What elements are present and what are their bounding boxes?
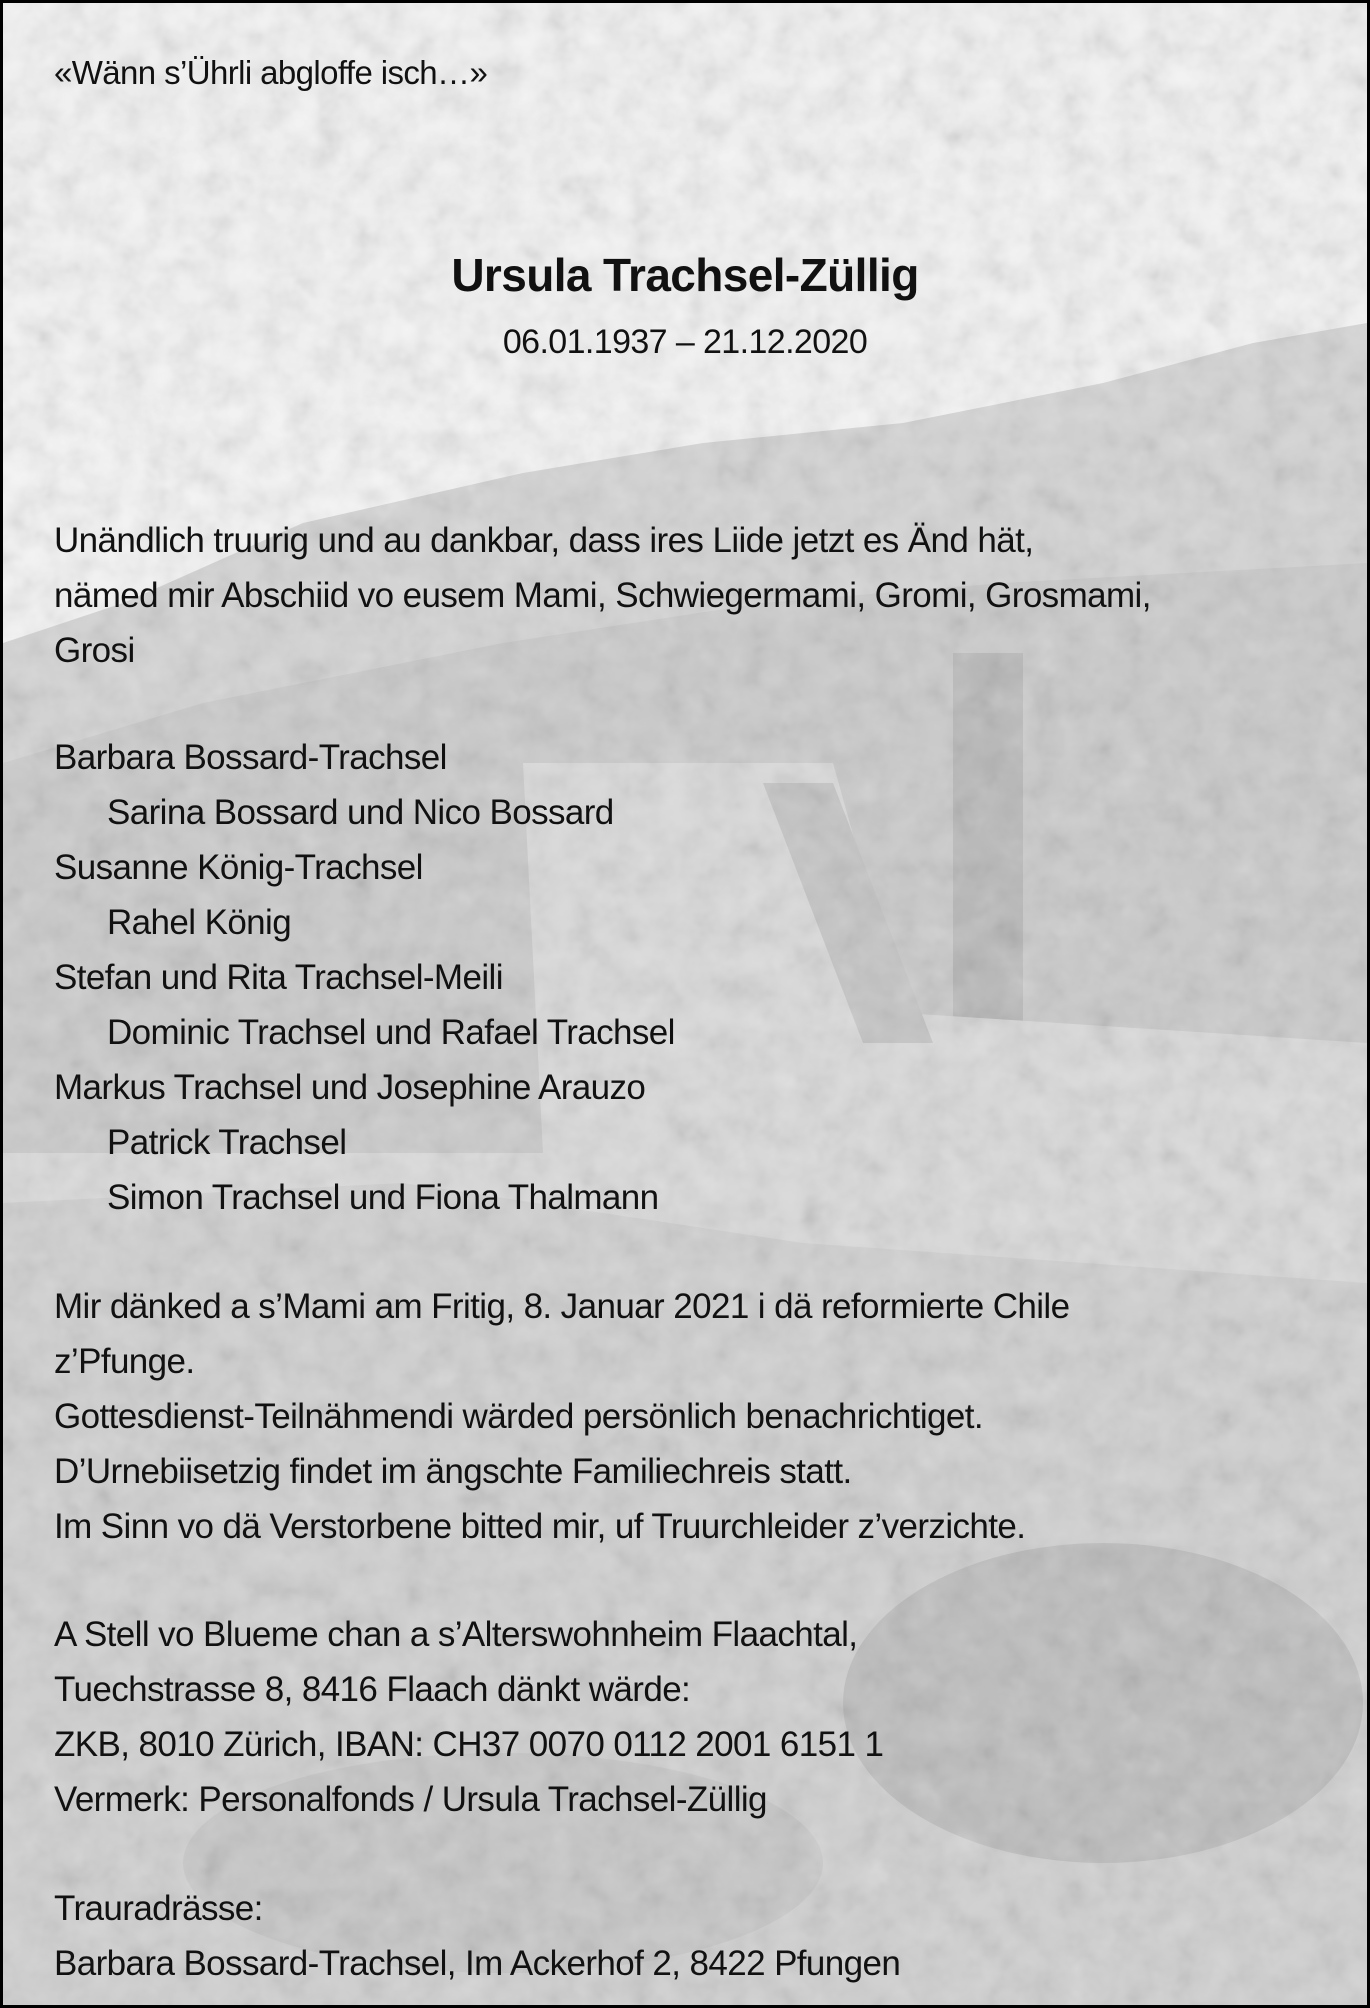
family-member: Stefan und Rita Trachsel-Meili bbox=[54, 958, 503, 997]
donation-line: A Stell vo Blueme chan a s’Alterswohnheim Flaachtal, bbox=[54, 1615, 858, 1654]
donation-line: ZKB, 8010 Zürich, IBAN: CH37 0070 0112 2001 6151 1 bbox=[54, 1725, 884, 1764]
family-member: Markus Trachsel und Josephine Arauzo bbox=[54, 1068, 646, 1107]
address-line: Barbara Bossard-Trachsel, Im Ackerhof 2, 8422 Pfungen bbox=[54, 1944, 901, 1983]
family-member: Dominic Trachsel und Rafael Trachsel bbox=[107, 1013, 675, 1052]
intro-line: Grosi bbox=[54, 631, 135, 670]
service-line: Gottesdienst-Teilnähmendi wärded persönlich benachrichtiget. bbox=[54, 1397, 983, 1436]
family-member: Simon Trachsel und Fiona Thalmann bbox=[107, 1178, 659, 1217]
mourning-address bbox=[54, 1881, 900, 1991]
intro-paragraph bbox=[54, 513, 1151, 678]
service-paragraph bbox=[54, 1279, 1069, 1554]
family-member: Rahel König bbox=[107, 903, 292, 942]
family-member: Barbara Bossard-Trachsel bbox=[54, 738, 447, 777]
donation-paragraph bbox=[54, 1607, 883, 1827]
family-member: Patrick Trachsel bbox=[107, 1123, 347, 1162]
donation-line: Tuechstrasse 8, 8416 Flaach dänkt wärde: bbox=[54, 1670, 691, 1709]
service-line: Im Sinn vo dä Verstorbene bitted mir, uf Truurchleider z’verzichte. bbox=[54, 1507, 1026, 1546]
service-line: D’Urnebiisetzig findet im ängschte Familiechreis statt. bbox=[54, 1452, 852, 1491]
family-member: Susanne König-Trachsel bbox=[54, 848, 423, 887]
deceased-name: Ursula Trachsel-Züllig bbox=[451, 249, 919, 301]
opening-quote: «Wänn s’Ührli abgloffe isch…» bbox=[54, 54, 488, 91]
family-list bbox=[54, 730, 675, 1225]
service-line: z’Pfunge. bbox=[54, 1342, 195, 1381]
family-member: Sarina Bossard und Nico Bossard bbox=[107, 793, 614, 832]
service-line: Mir dänked a s’Mami am Fritig, 8. Januar 2021 i dä reformierte Chile bbox=[54, 1287, 1070, 1326]
address-label: Trauradrässe: bbox=[54, 1889, 263, 1928]
intro-line: nämed mir Abschiid vo eusem Mami, Schwiegermami, Gromi, Grosmami, bbox=[54, 576, 1151, 615]
donation-line: Vermerk: Personalfonds / Ursula Trachsel-Züllig bbox=[54, 1780, 767, 1819]
life-dates: 06.01.1937 – 21.12.2020 bbox=[502, 323, 868, 361]
intro-line: Unändlich truurig und au dankbar, dass ires Liide jetzt es Änd hät, bbox=[54, 521, 1034, 560]
